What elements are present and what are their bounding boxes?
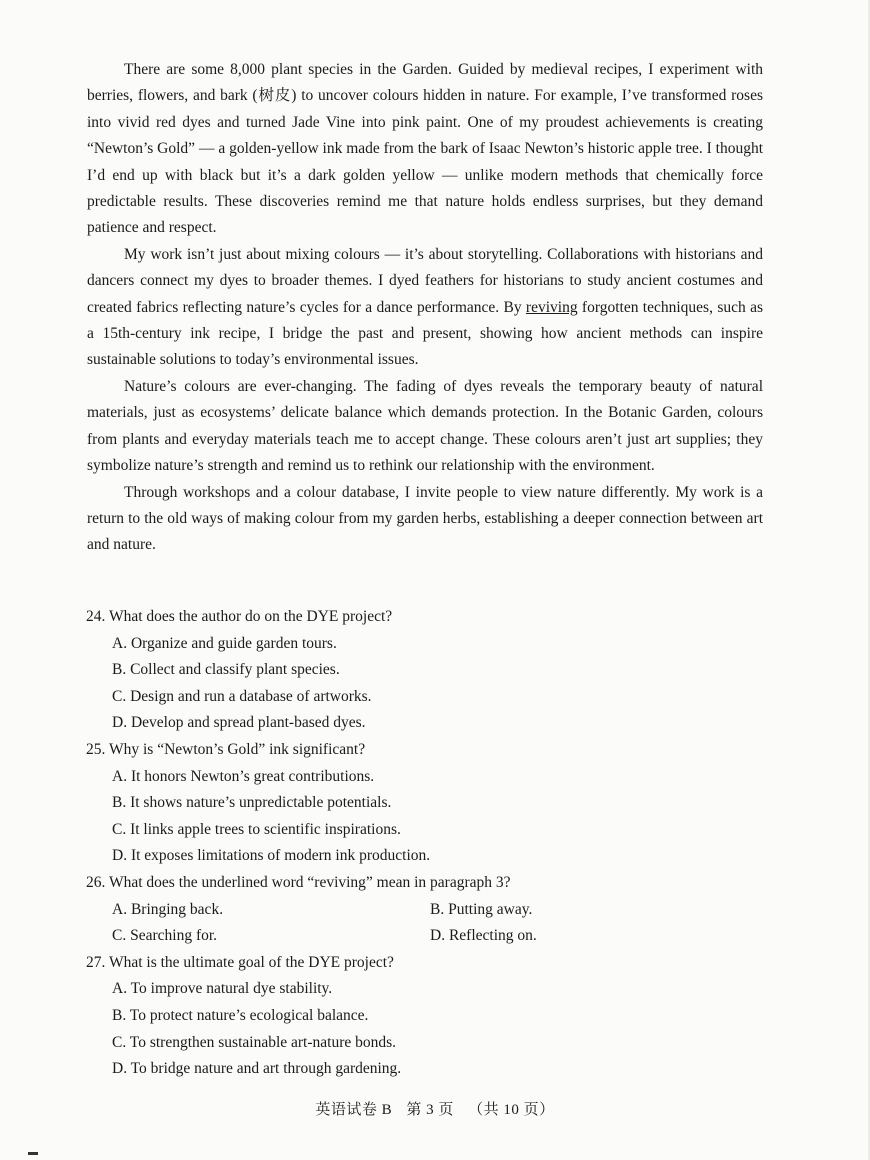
option-b: B. Collect and classify plant species. <box>112 661 340 679</box>
option-list <box>86 631 766 737</box>
question-stem: 26. What does the underlined word “reviving” mean in paragraph 3? <box>86 873 511 891</box>
option-b: B. It shows nature’s unpredictable potentials. <box>112 794 392 812</box>
question-24 <box>86 604 766 737</box>
option-a: A. Organize and guide garden tours. <box>112 634 337 652</box>
question-27 <box>86 950 766 1083</box>
page-footer <box>0 1098 870 1119</box>
page-total: （共 10 页） <box>468 1102 555 1118</box>
question-26 <box>86 870 766 950</box>
question-25 <box>86 737 766 870</box>
question-stem: 27. What is the ultimate goal of the DYE project? <box>86 953 394 971</box>
paragraph <box>87 242 763 374</box>
reading-passage <box>87 57 763 559</box>
paragraph <box>87 480 763 559</box>
option-c: C. To strengthen sustainable art-nature bonds. <box>112 1033 397 1051</box>
option-c: C. It links apple trees to scientific inspirations. <box>112 820 401 838</box>
option-c: C. Searching for. <box>112 927 218 945</box>
paragraph-text: Nature’s colours are ever-changing. The fading of dyes reveals the temporary beauty of natural materials, just as ecosystems’ delicate balance which demands protection. In the Botanic Garden, colours from plants and everyday materials teach me to accept change. These colours aren’t just art supplies; they symbolize nature’s strength and remind us to rethink our relationship with the environment. <box>87 377 763 475</box>
scan-mark <box>28 1152 38 1155</box>
option-d: D. To bridge nature and art through gardening. <box>112 1060 402 1078</box>
option-c: C. Design and run a database of artworks. <box>112 687 372 705</box>
question-stem: 25. Why is “Newton’s Gold” ink significant? <box>86 740 366 758</box>
option-list <box>86 764 766 870</box>
paragraph <box>87 374 763 480</box>
option-a: A. Bringing back. <box>112 900 224 918</box>
option-a: A. It honors Newton’s great contributions. <box>112 767 375 785</box>
paragraph-text-continued: forgotten techniques, such as a 15th-century ink recipe, I bridge the past and present, showing how ancient methods can inspire sustainable solutions to today’s environmental issues. <box>87 298 763 369</box>
paragraph <box>87 57 763 242</box>
option-d: D. Reflecting on. <box>430 927 537 945</box>
option-list <box>86 897 766 950</box>
page-number: 第 3 页 <box>406 1102 454 1118</box>
option-d: D. Develop and spread plant-based dyes. <box>112 714 366 732</box>
paper-name: 英语试卷 B <box>315 1102 393 1118</box>
underlined-word: reviving <box>525 298 578 316</box>
question-list <box>86 604 766 1083</box>
option-b: B. Putting away. <box>430 900 533 918</box>
paragraph-text: There are some 8,000 plant species in the Garden. Guided by medieval recipes, I experiment with berries, flowers, and bark (树皮) to uncover colours hidden in nature. For example, I’ve transformed roses into vivid red dyes and turned Jade Vine into pink paint. One of my proudest achievements is creating “Newton’s Gold” — a golden-yellow ink made from the bark of Isaac Newton’s historic apple tree. I thought I’d end up with black but it’s a dark golden yellow — unlike modern methods that chemically force predictable results. These discoveries remind me that nature holds endless surprises, but they demand patience and respect. <box>87 61 763 237</box>
option-d: D. It exposes limitations of modern ink production. <box>112 847 431 865</box>
option-b: B. To protect nature’s ecological balance. <box>112 1006 369 1024</box>
option-list <box>86 976 766 1082</box>
paragraph-text: Through workshops and a colour database, I invite people to view nature differently. My work is a return to the old ways of making colour from my garden herbs, establishing a deeper connection between art and nature. <box>87 483 763 554</box>
option-a: A. To improve natural dye stability. <box>112 980 333 998</box>
question-stem: 24. What does the author do on the DYE project? <box>86 608 393 625</box>
paragraph-text: My work isn’t just about mixing colours — it’s about storytelling. Collaborations with historians and dancers connect my dyes to broader themes. I dyed feathers for historians to study ancient costumes and created fabrics reflecting nature’s cycles for a dance performance. By <box>87 245 763 316</box>
